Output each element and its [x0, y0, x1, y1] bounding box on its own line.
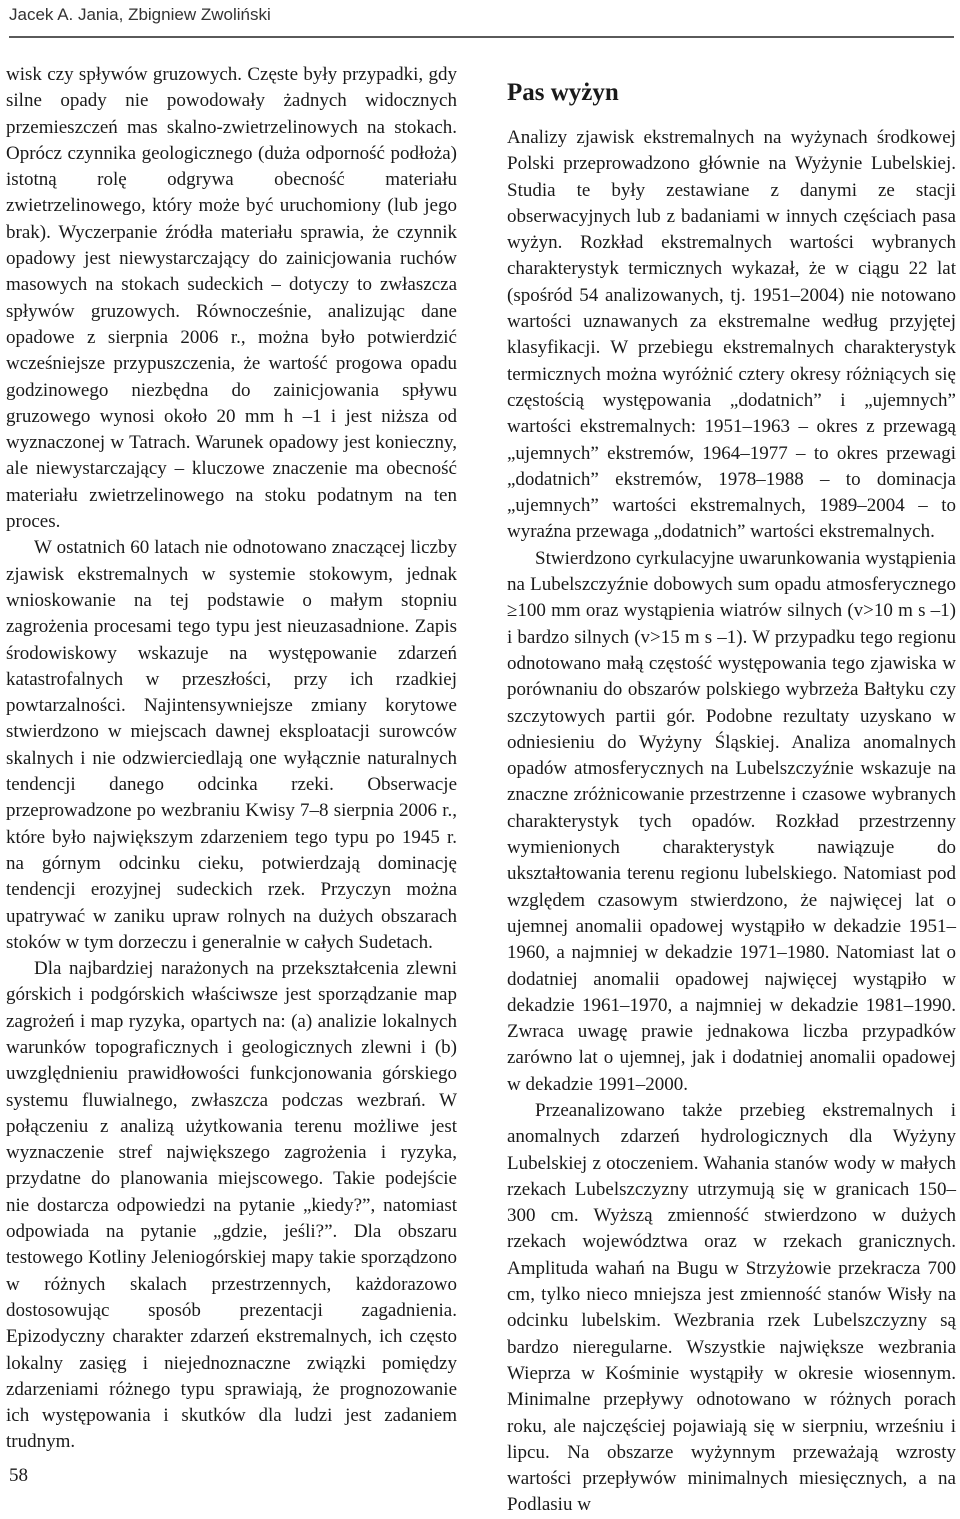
paragraph: W ostatnich 60 latach nie odnotowano znaczącej liczby zjawisk ekstremalnych w systemie stokowym, jednak wnioskowanie na tej podstawie o małym stopniu zagrożenia procesami tego typu jest nieuzasadnione. Zapis środowiskowy wskazuje na występowanie zdarzeń katastrofalnych w przeszłości, przy ich rzadkiej powtarzalności. Najintensywniejsze zmiany korytowe stwierdzono w miejscach dawnej eksploatacji surowców skalnych i nie odzwierciedlają one wyłącznie naturalnych tendencji danego odcinka rzeki. Obserwacje przeprowadzone po wezbraniu Kwisy 7–8 sierpnia 2006 r., które było największym zdarzeniem tego typu po 1945 r. na górnym odcinku cieku, potwierdzają dominację tendencji erozyjnej sudeckich rzek. Przyczyn można upatrywać w zaniku upraw rolnych na dużych obszarach stoków w tym dorzeczu i generalnie w całych Sudetach. [6, 537, 457, 953]
paragraph: Analizy zjawisk ekstremalnych na wyżynach środkowej Polski przeprowadzono głównie na Wyżynie Lubelskiej. Studia te były zestawiane z danymi ze stacji obserwacyjnych lub z badaniami w innych częściach pasa wyżyn. Rozkład ekstremalnych wartości wybranych charakterystyk termicznych wykazał, że w ciągu 22 lat (spośród 54 analizowanych, tj. 1951–2004) nie notowano wartości uznawanych za ekstremalne według przyjętej klasyfikacji. W przebiegu ekstremalnych charakterystyk termicznych można wyróżnić cztery okresy różniących się częstością występowania „dodatnich” i „ujemnych” wartości ekstremalnych: 1951–1963 – okres z przewagą „ujemnych” ekstremów, 1964–1977 – to okres przewagi „dodatnich” ekstremów, 1978–1988 – to dominacja „ujemnych” wartości ekstremalnych, 1989–2004 – to wyraźna przewaga „dodatnich” wartości ekstremalnych. [507, 127, 956, 543]
paragraph: wisk czy spływów gruzowych. Częste były przypadki, gdy silne opady nie powodowały żadnych widocznych przemieszczeń mas skalno-zwietrzelinowych na stokach. Oprócz czynnika geologicznego (duża odporność podłoża) istotną rolę odgrywa obecność materiału zwietrzelinowego, który może być uruchomiony (lub jego brak). Wyczerpanie źródła materiału sprawia, że czynnik opadowy jest niewystarczający do zainicjowania ruchów masowych na stokach sudeckich – dotyczy to zwłaszcza spływów gruzowych. Równocześnie, analizując dane opadowe z sierpnia 2006 r., można było potwierdzić wcześniejsze przypuszczenia, że wartość progowa opadu godzinowego niezbędna do zainicjowania spływu gruzowego wynosi około 20 mm h –1 i jest niższa od wyznaczonej w Tatrach. Warunek opadowy jest konieczny, ale niewystarczający – kluczowe znaczenie ma obecność materiału zwietrzelinowego na stoku podatnym na ten proces. [6, 64, 457, 533]
right-column [507, 78, 956, 1519]
left-column [6, 62, 457, 1456]
paragraph: Stwierdzono cyrkulacyjne uwarunkowania wystąpienia na Lubelszczyźnie dobowych sum opadu atmosferycznego ≥100 mm oraz wystąpienia wiatrów silnych (v>10 m s –1) i bardzo silnych (v>15 m s –1). W przypadku tego regionu odnotowano małą częstość występowania tego zjawiska w porównaniu do obszarów polskiego wybrzeża Bałtyku czy szczytowych partii gór. Podobne rezultaty uzyskano w odniesieniu do Wyżyny Śląskiej. Analiza anomalnych opadów atmosferycznych na Lubelszczyźnie wskazuje na znaczne zróżnicowanie przestrzenne i czasowe wybranych charakterystyk tych opadów. Rozkład przestrzenny wymienionych charakterystyk nawiązuje do ukształtowania terenu regionu lubelskiego. Natomiast pod względem czasowym stwierdzono, że najwięcej lat o ujemnej anomalii opadowej wystąpiło w dekadzie 1951–1960, a najmniej w dekadzie 1971–1980. Natomiast lat o dodatniej anomalii opadowej najwięcej wystąpiło w dekadzie 1961–1970, a najmniej w dekadzie 1981–1990. Zwraca uwagę prawie jednakowa liczba przypadków zarówno lat o ujemnej, jak i dodatniej anomalii opadowej w dekadzie 1991–2000. [507, 547, 956, 1095]
header-rule [9, 36, 954, 38]
section-title: Pas wyżyn [507, 79, 619, 106]
running-header: Jacek A. Jania, Zbigniew Zwoliński [9, 5, 271, 24]
paragraph: Przeanalizowano także przebieg ekstremalnych i anomalnych zdarzeń hydrologicznych dla Wyżyny Lubelskiej z otoczeniem. Wahania stanów wody w małych rzekach Lubelszczyzny utrzymują się w granicach 150–300 cm. Wyższą zmienność stwierdzono w dużych rzekach województwa oraz w rzekach granicznych. Amplituda wahań na Bugu w Strzyżowie przekracza 700 cm, tylko nieco mniejsza jest zmienność stanów Wisły na odcinku lubelskim. Wezbrania rzek Lubelszczyzny są bardzo nieregularne. Wszystkie największe wezbrania Wieprza w Kośminie wystąpiły w okresie wiosennym. Minimalne przepływy odnotowano w różnych porach roku, ale najczęściej pojawiają się w sierpniu, wrześniu i lipcu. Na obszarze wyżynnym przeważają wzrosty wartości przepływów minimalnych miesięcznych, a na Podlasiu w [507, 1099, 956, 1516]
paragraph: Dla najbardziej narażonych na przekształcenia zlewni górskich i podgórskich właściwsze jest sporządzanie map zagrożeń i map ryzyka, opartych na: (a) analizie lokalnych warunków topograficznych i geologicznych zlewni i (b) uwzględnieniu prawidłowości funkcjonowania górskiego systemu fluwialnego, zwłaszcza podczas wezbrań. W połączeniu z analizą użytkowania terenu możliwe jest wyznaczenie stref największego zagrożenia i ryzyka, przydatne do planowania miejscowego. Takie podejście nie dostarcza odpowiedzi na pytanie „kiedy?”, natomiast odpowiada na pytanie „gdzie, jeśli?”. Dla obszaru testowego Kotliny Jeleniogórskiej mapy takie sporządzono w różnych skalach przestrzennych, każdorazowo dostosowując sposób prezentacji zagadnienia. Epizodyczny charakter zdarzeń ekstremalnych, ich często lokalny zasięg i niejednoznaczne związki pomiędzy zdarzeniami różnego typu sprawiają, że prognozowanie ich występowania i skutków dla ludzi jest zadaniem trudnym. [6, 958, 457, 1453]
page-number: 58 [9, 1465, 28, 1486]
